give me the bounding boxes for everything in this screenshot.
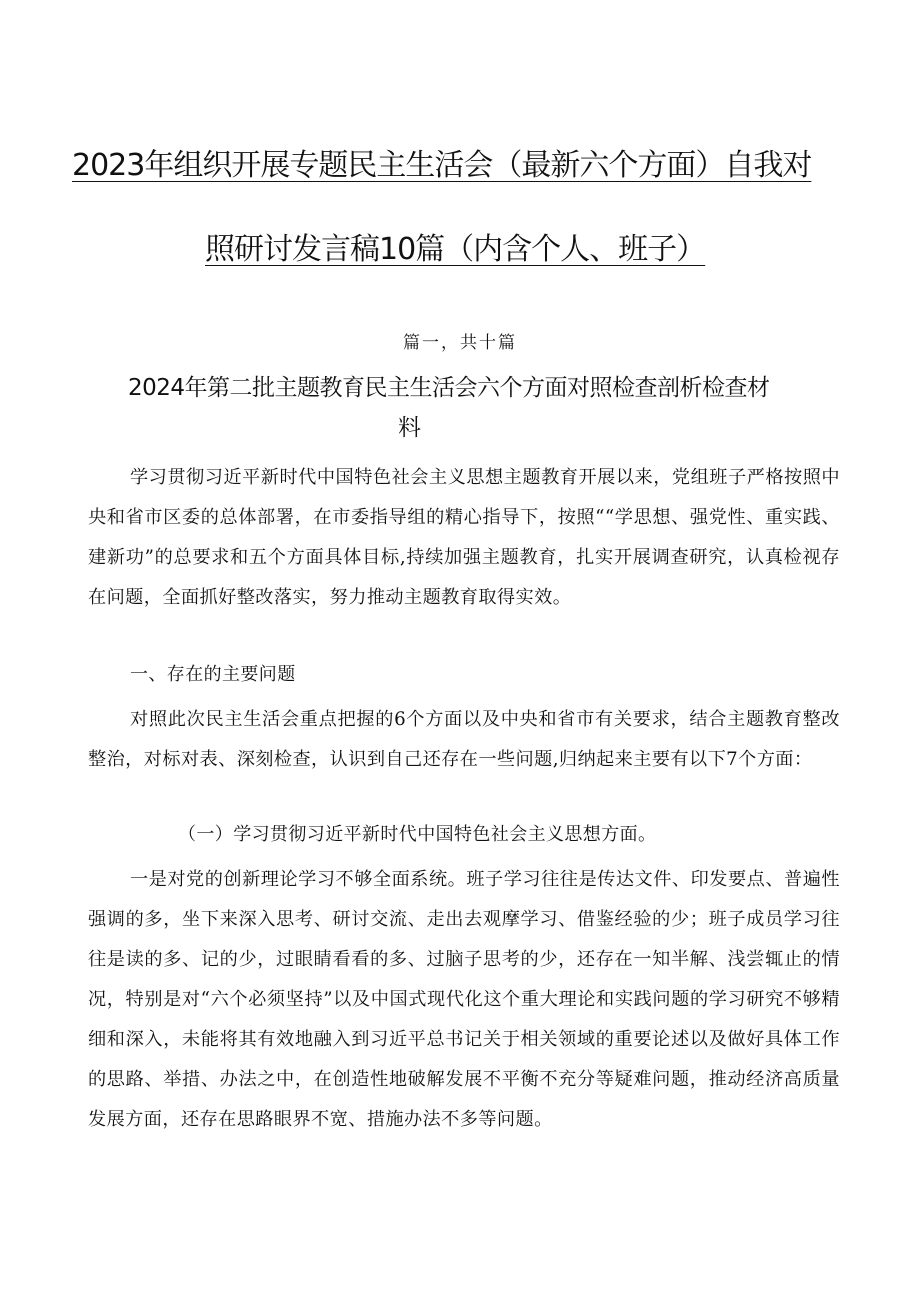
document-title-line-1: 2023年组织开展专题民主生活会（最新六个方面）自我对 — [72, 148, 812, 183]
heading-subsection-1: （一）学习贯彻习近平新时代中国特色社会主义思想方面。 — [178, 824, 657, 845]
part-label: 篇一，共十篇 — [403, 333, 517, 353]
section-subtitle-main: 2024年第二批主题教育民主生活会六个方面对照检查剖析检查材 — [128, 375, 770, 401]
document-title-line-2: 照研讨发言稿10篇（内含个人、班子） — [205, 232, 706, 267]
paragraph-point-1: 一是对党的创新理论学习不够全面系统。班子学习往往是传达文件、印发要点、普遍性强调的多，坐下来深入思考、研讨交流、走出去观摩学习、借鉴经验的少；班子成员学习往往是读的多、记的少，过眼睛看看的多、过脑子思考的少，还存在一知半解、浅尝辄止的情况，特别是对“六个必须坚持”以及中国式现代化这个重大理论和实践问题的学习研究不够精细和深入，未能将其有效地融入到习近平总书记关于相关领域的重要论述以及做好具体工作的思路、举措、办法之中，在创造性地破解发展不平衡不充分等疑难问题，推动经济高质量发展方面，还存在思路眼界不宽、措施办法不多等问题。 — [88, 869, 840, 1130]
section-subtitle — [128, 368, 868, 448]
section-subtitle-continuation: 料 — [398, 415, 421, 441]
heading-main-problems: 一、存在的主要问题 — [130, 664, 296, 685]
paragraph-intro: 学习贯彻习近平新时代中国特色社会主义思想主题教育开展以来，党组班子严格按照中央和省市区委的总体部署，在市委指导组的精心指导下，按照““学思想、强党性、重实践、建新功”的总要求和五个方面具体目标,持续加强主题教育，扎实开展调查研究，认真检视存在问题，全面抓好整改落实，努力推动主题教育取得实效。 — [88, 467, 840, 608]
paragraph-overview: 对照此次民主生活会重点把握的6个方面以及中央和省市有关要求，结合主题教育整改整治，对标对表、深刻检查，认识到自己还存在一些问题,归纳起来主要有以下7个方面： — [88, 709, 840, 770]
